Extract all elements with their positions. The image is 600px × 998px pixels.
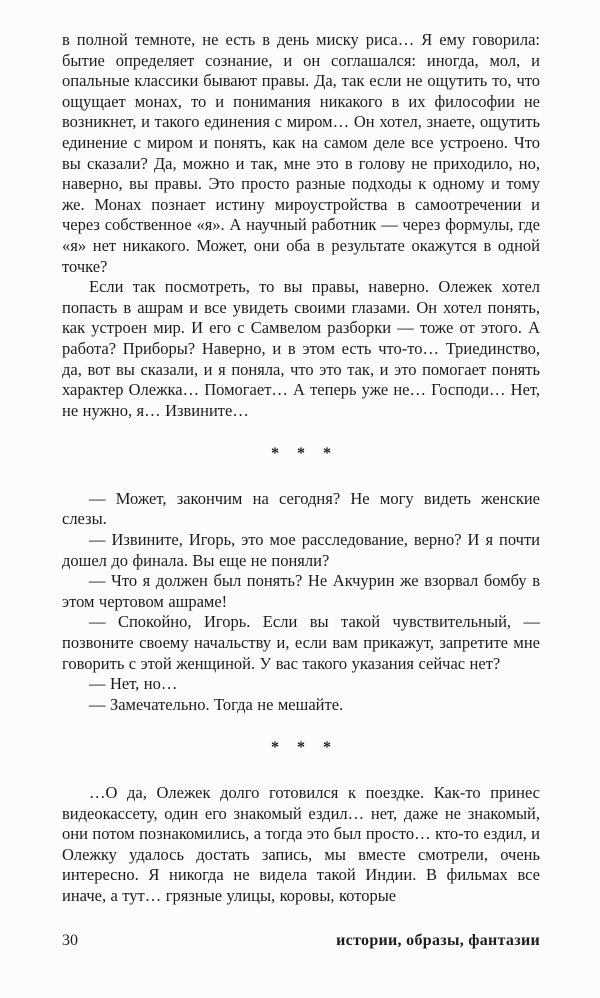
text-block bbox=[62, 30, 540, 907]
paragraph: …О да, Олежек долго готовился к поездке. Как-то принес видеокассету, один его знакомый ездил… нет, даже не знакомый, они потом познакомились, а тогда это был просто… кто-то ездил, и Олежку удалось достать запись, мы вместе смотрели, очень интересно. Я никогда не видела такой Индии. В фильмах все иначе, а тут… грязные улицы, коровы, которые bbox=[62, 783, 540, 905]
page-footer bbox=[62, 932, 540, 950]
section-separator: * * * bbox=[271, 739, 338, 757]
dialogue-line: — Что я должен был понять? Не Акчурин же взорвал бомбу в этом чертовом ашраме! bbox=[62, 571, 540, 611]
dialogue-line: — Замечательно. Тогда не мешайте. bbox=[89, 694, 344, 714]
dialogue-line: — Извините, Игорь, это мое расследование, верно? И я почти дошел до финала. Вы еще не поняли? bbox=[62, 530, 540, 570]
section-separator: * * * bbox=[271, 445, 338, 463]
dialogue-line: — Нет, но… bbox=[89, 674, 178, 694]
dialogue-line: — Может, закончим на сегодня? Не могу видеть женские слезы. bbox=[62, 488, 540, 529]
running-footer: истории, образы, фантазии bbox=[336, 932, 540, 949]
dialogue-line: — Спокойно, Игорь. Если вы такой чувствительный, — позвоните своему начальству и, если вам прикажут, запретите мне говорить с этой женщиной. У вас такого указания сейчас нет? bbox=[62, 612, 540, 673]
paragraph: Если так посмотреть, то вы правы, наверно. Олежек хотел попасть в ашрам и все увидеть своими глазами. Он хотел понять, как устроен мир. И его с Самвелом разборки — тоже от этого. А работа? Приборы? Наверно, и в этом есть что-то… Триединство, да, вот вы сказали, и я поняла, что это так, и это помогает понять характер Олежка… Помогает… А теперь уже не… Господи… Нет, не нужно, я… Извините… bbox=[62, 277, 540, 420]
paragraph-continuation: в полной темноте, не есть в день миску риса… Я ему говорила: бытие определяет сознание, и он соглашался: иногда, мол, и опальные классики бывают правы. Да, так если не ощутить то, что ощущает монах, то и понимания никакого в их философии не возникнет, и такого единения с миром… Он хотел, знаете, ощутить единение с миром и понять, как на самом деле все устроено. Что вы сказали? Да, можно и так, мне это в голову не приходило, но, наверно, вы правы. Это просто разные подходы к одному и тому же. Монах познает истину мироустройства в самоотречении и через собственное «я». А научный работник — через формулы, где «я» нет никакого. Может, они оба в результате окажутся в одной точке? bbox=[62, 30, 540, 276]
page-number: 30 bbox=[62, 932, 78, 949]
